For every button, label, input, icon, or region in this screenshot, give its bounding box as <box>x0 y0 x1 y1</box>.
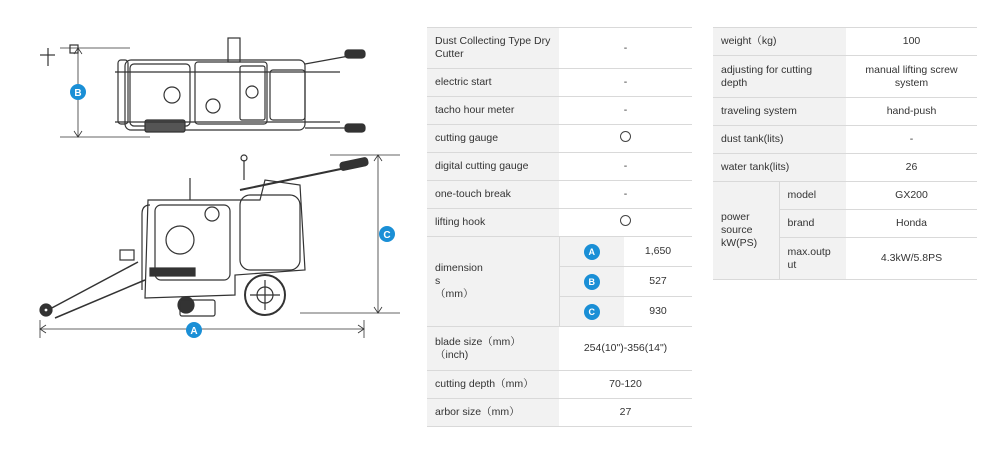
power-label-line2: source <box>721 224 753 236</box>
row-label: electric start <box>427 69 559 97</box>
marker-b-label: B <box>74 88 82 99</box>
table-row <box>713 98 977 126</box>
top-view <box>40 38 365 137</box>
dimensions-label-line1: dimension <box>435 262 483 274</box>
row-value: - <box>846 126 977 154</box>
power-source-label <box>713 182 779 280</box>
row-label: weight（kg) <box>713 28 846 56</box>
row-value: manual lifting screw system <box>846 56 977 98</box>
blade-size-label-line1: blade size（mm） <box>435 335 521 348</box>
dimension-b-value: 527 <box>624 267 692 297</box>
table-row <box>713 126 977 154</box>
row-value: - <box>559 28 692 69</box>
dimensions-label-line2: s <box>435 275 441 287</box>
dimensions-label-line3: （mm） <box>435 288 474 300</box>
arbor-size-value: 27 <box>559 399 692 427</box>
table-row <box>427 69 692 97</box>
available-circle-icon <box>620 131 631 142</box>
side-view <box>40 155 400 338</box>
power-brand-value: Honda <box>846 210 977 238</box>
power-model-value: GX200 <box>846 182 977 210</box>
table-row <box>427 153 692 181</box>
row-label: adjusting for cutting depth <box>713 56 846 98</box>
blade-size-label <box>427 327 559 371</box>
power-output-label-line1: max.outp <box>787 245 831 258</box>
arbor-size-label: arbor size（mm） <box>427 399 559 427</box>
power-output-value: 4.3kW/5.8PS <box>846 238 977 280</box>
row-value: 100 <box>846 28 977 56</box>
row-label: digital cutting gauge <box>427 153 559 181</box>
marker-b <box>70 84 86 100</box>
blade-size-label-line2: （inch) <box>435 348 469 361</box>
table-row <box>713 28 977 56</box>
dimension-a-value: 1,650 <box>624 237 692 267</box>
table-row <box>427 237 692 267</box>
blade-size-value: 254(10")-356(14") <box>559 327 692 371</box>
table-row <box>427 181 692 209</box>
row-label: one-touch break <box>427 181 559 209</box>
row-value: - <box>559 69 692 97</box>
table-row <box>427 97 692 125</box>
power-output-label <box>779 238 846 280</box>
row-label: dust tank(lits) <box>713 126 846 154</box>
dimensions-label <box>427 237 559 327</box>
row-value: 26 <box>846 154 977 182</box>
row-label: Dust Collecting Type Dry Cutter <box>427 28 559 69</box>
row-label: cutting gauge <box>427 125 559 153</box>
row-label: lifting hook <box>427 209 559 237</box>
marker-a <box>186 322 202 338</box>
dimension-a-badge: A <box>584 244 600 260</box>
table-row <box>427 28 692 69</box>
table-row <box>713 56 977 98</box>
dimension-b-badge: B <box>584 274 600 290</box>
table-row <box>713 154 977 182</box>
cutting-depth-label: cutting depth（mm） <box>427 371 559 399</box>
table-row <box>427 371 692 399</box>
table-row <box>427 399 692 427</box>
marker-c <box>379 226 395 242</box>
row-value: hand-push <box>846 98 977 126</box>
dimension-c-badge: C <box>584 304 600 320</box>
row-value: - <box>559 181 692 209</box>
power-label-line1: power <box>721 211 750 223</box>
available-circle-icon <box>620 215 631 226</box>
row-value: - <box>559 153 692 181</box>
table-row <box>427 327 692 371</box>
power-label-line3: kW(PS) <box>721 237 758 249</box>
power-output-label-line2: ut <box>787 258 797 271</box>
row-label: tacho hour meter <box>427 97 559 125</box>
marker-c-label: C <box>383 230 391 241</box>
dimension-c-value: 930 <box>624 297 692 327</box>
spec-table-right <box>713 27 977 280</box>
table-row <box>427 209 692 237</box>
power-brand-label: brand <box>779 210 846 238</box>
marker-a-label: A <box>190 326 198 337</box>
row-label: water tank(lits) <box>713 154 846 182</box>
power-model-label: model <box>779 182 846 210</box>
table-row <box>427 125 692 153</box>
table-row <box>713 182 977 210</box>
cutting-depth-value: 70-120 <box>559 371 692 399</box>
spec-table-left <box>427 27 692 427</box>
row-value: - <box>559 97 692 125</box>
row-label: traveling system <box>713 98 846 126</box>
machine-drawing <box>0 0 410 459</box>
